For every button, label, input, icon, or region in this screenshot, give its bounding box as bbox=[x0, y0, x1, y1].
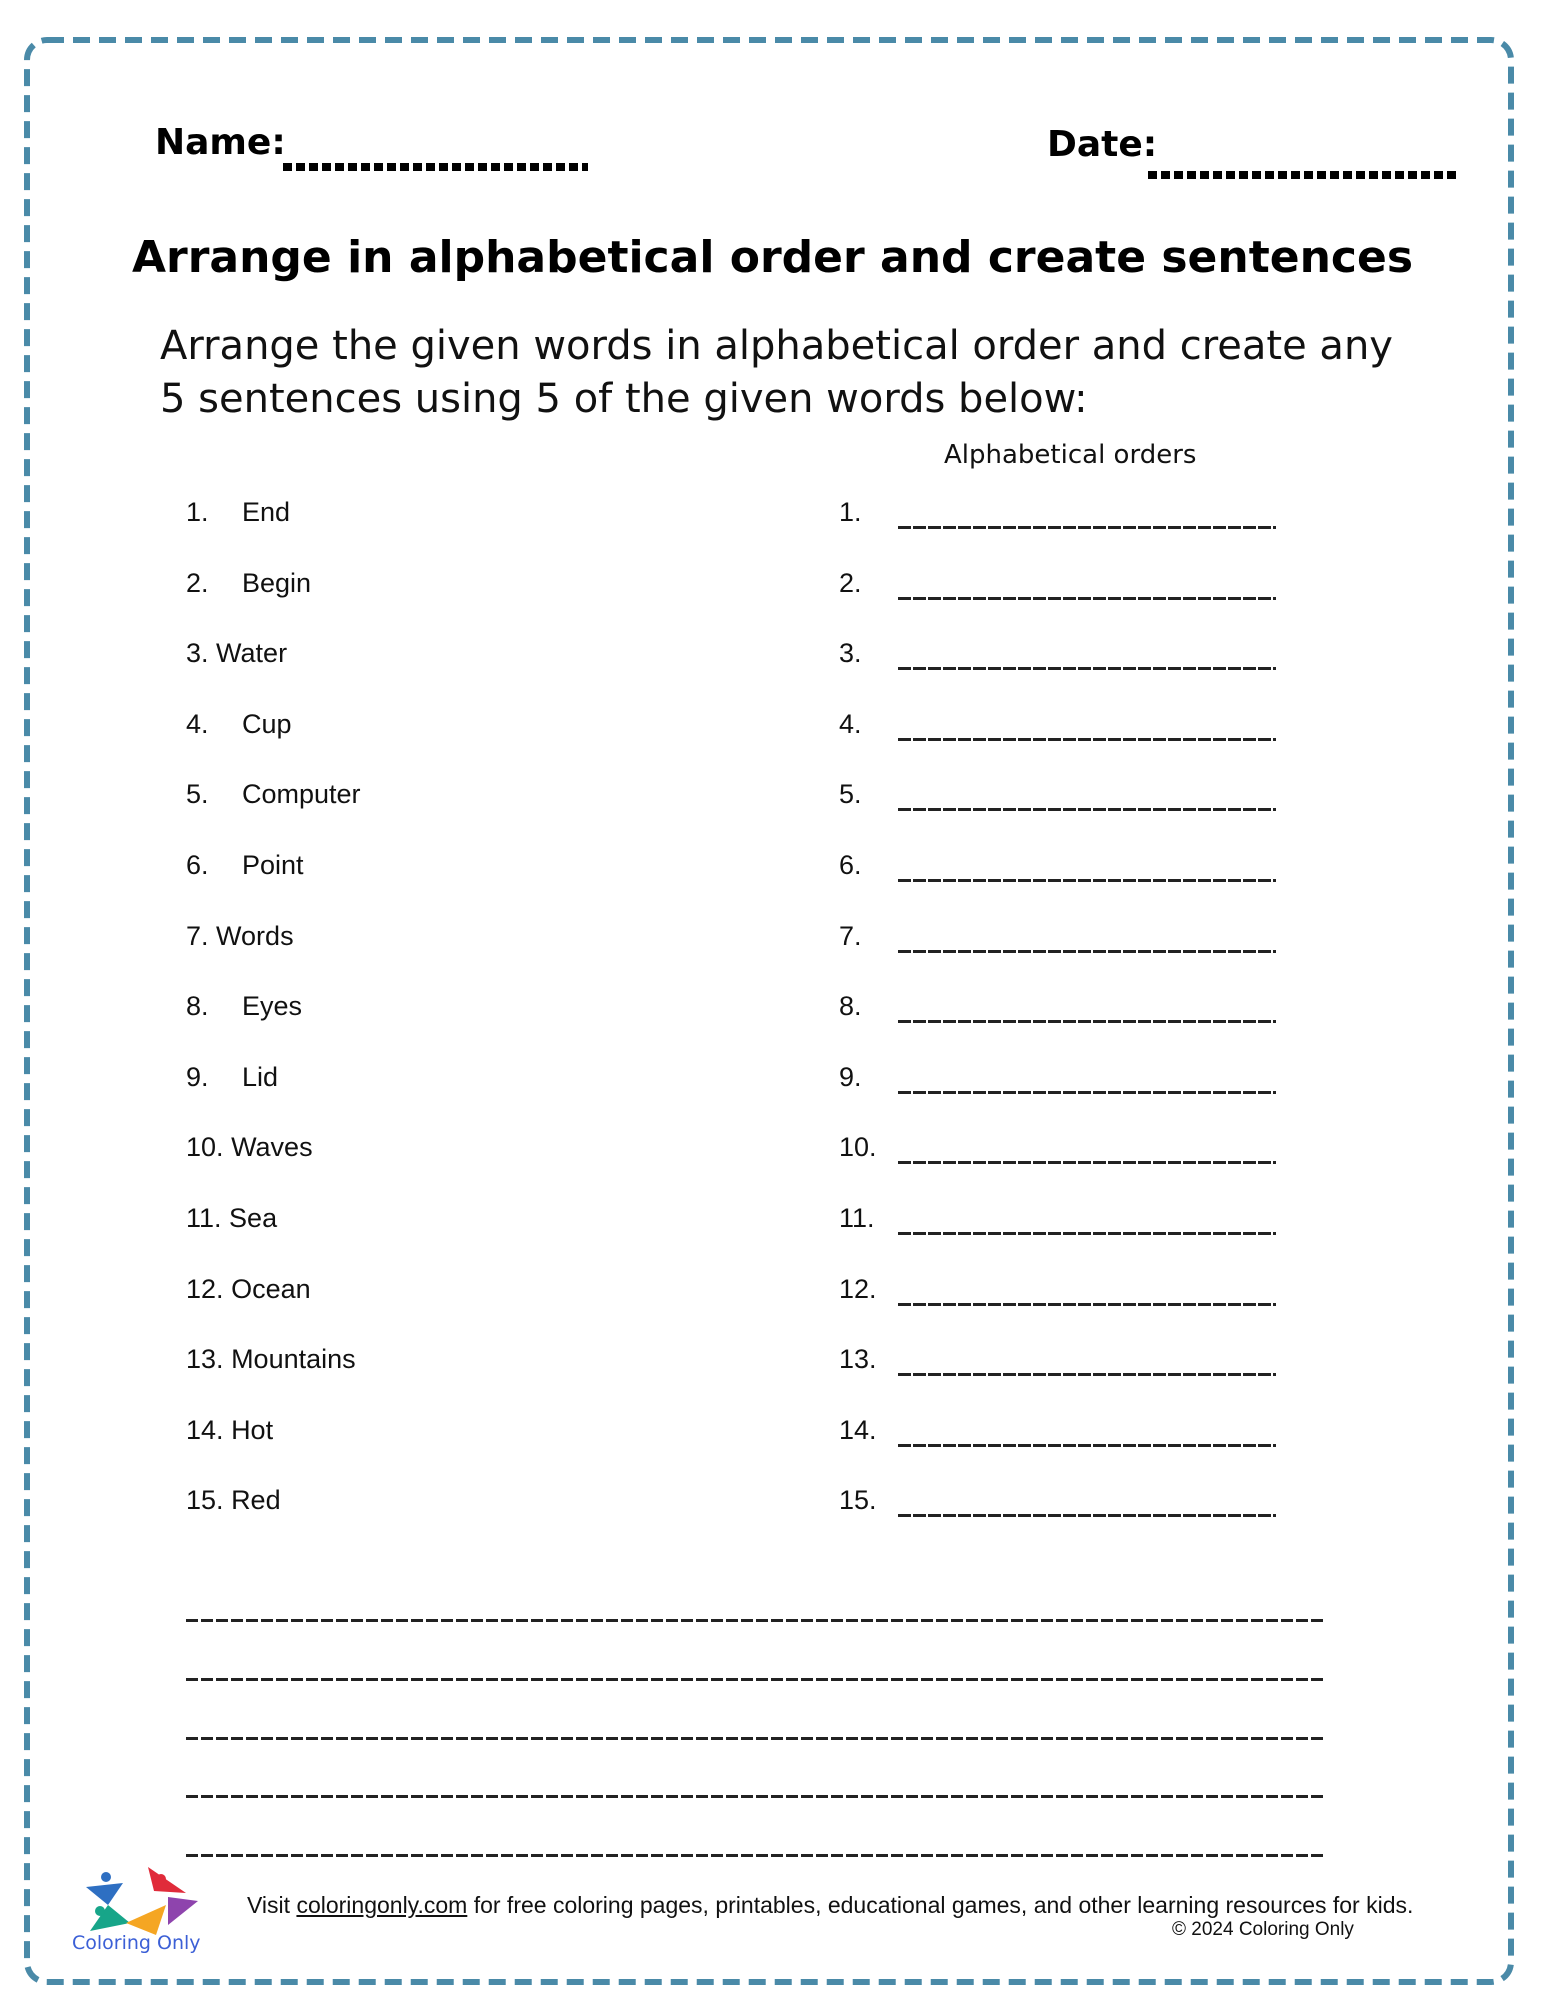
answer-number: 7. bbox=[839, 921, 862, 951]
word-number: 1. bbox=[186, 497, 209, 527]
answer-blank-line[interactable] bbox=[898, 808, 1276, 811]
answer-number: 5. bbox=[839, 779, 862, 809]
word-text: Words bbox=[216, 921, 294, 951]
coloringonly-link[interactable]: coloringonly.com bbox=[296, 1892, 468, 1918]
word-list-item bbox=[186, 568, 311, 599]
word-number: 5. bbox=[186, 779, 209, 809]
answer-number: 6. bbox=[839, 850, 862, 880]
word-number: 12. bbox=[186, 1274, 224, 1304]
copyright-text: © 2024 Coloring Only bbox=[1172, 1919, 1354, 1940]
answer-blank-line[interactable] bbox=[898, 1020, 1276, 1023]
sentence-blank-line[interactable] bbox=[186, 1795, 1326, 1798]
sentence-blank-line[interactable] bbox=[186, 1737, 1326, 1740]
word-text: Cup bbox=[242, 709, 292, 739]
answer-blank-line[interactable] bbox=[898, 1161, 1276, 1164]
word-list-item bbox=[186, 1344, 356, 1375]
page-title: Arrange in alphabetical order and create sentences bbox=[131, 232, 1414, 283]
answer-number: 15. bbox=[839, 1485, 877, 1515]
word-number: 6. bbox=[186, 850, 209, 880]
word-list-item bbox=[186, 779, 361, 810]
word-list-item bbox=[186, 991, 302, 1022]
word-number: 14. bbox=[186, 1415, 224, 1445]
word-number: 3. bbox=[186, 638, 209, 668]
word-list-item bbox=[186, 709, 292, 740]
answer-blank-line[interactable] bbox=[898, 1303, 1276, 1306]
word-text: Water bbox=[216, 638, 288, 668]
name-label: Name: bbox=[155, 122, 286, 163]
answer-blank-line[interactable] bbox=[898, 1232, 1276, 1235]
answer-number: 10. bbox=[839, 1132, 877, 1162]
word-list-item bbox=[186, 1203, 277, 1234]
word-number: 8. bbox=[186, 991, 209, 1021]
word-list-item bbox=[186, 1415, 273, 1446]
word-text: Lid bbox=[242, 1062, 279, 1092]
answer-number: 13. bbox=[839, 1344, 877, 1374]
footer-visit-suffix: for free coloring pages, printables, educational games, and other learning resources for kids. bbox=[467, 1892, 1414, 1918]
word-list-item bbox=[186, 921, 294, 952]
word-list-item bbox=[186, 1485, 281, 1516]
word-number: 10. bbox=[186, 1132, 224, 1162]
answer-blank-line[interactable] bbox=[898, 1514, 1276, 1517]
answer-number: 4. bbox=[839, 709, 862, 739]
word-text: Computer bbox=[242, 779, 361, 809]
word-number: 9. bbox=[186, 1062, 209, 1092]
answer-blank-line[interactable] bbox=[898, 738, 1276, 741]
word-number: 4. bbox=[186, 709, 209, 739]
word-list-item bbox=[186, 497, 290, 528]
logo-people-icon bbox=[68, 1865, 218, 1935]
answer-number: 11. bbox=[839, 1203, 875, 1233]
answer-blank-line[interactable] bbox=[898, 526, 1276, 529]
word-number: 7. bbox=[186, 921, 209, 951]
answer-blank-line[interactable] bbox=[898, 879, 1276, 882]
word-number: 15. bbox=[186, 1485, 224, 1515]
answer-blank-line[interactable] bbox=[898, 597, 1276, 600]
instructions-text: Arrange the given words in alphabetical order and create any 5 sentences using 5 of the given words below: bbox=[160, 323, 1393, 422]
answer-number: 3. bbox=[839, 638, 862, 668]
word-text: Red bbox=[231, 1485, 281, 1515]
answer-column-heading: Alphabetical orders bbox=[944, 440, 1197, 470]
answer-number: 8. bbox=[839, 991, 862, 1021]
word-text: Sea bbox=[229, 1203, 278, 1233]
word-text: End bbox=[242, 497, 291, 527]
answer-blank-line[interactable] bbox=[898, 667, 1276, 670]
answer-blank-line[interactable] bbox=[898, 1444, 1276, 1447]
date-label: Date: bbox=[1047, 124, 1158, 165]
answer-blank-line[interactable] bbox=[898, 1091, 1276, 1094]
answer-blank-line[interactable] bbox=[898, 950, 1276, 953]
logo-text: Coloring Only bbox=[72, 1932, 201, 1954]
answer-number: 9. bbox=[839, 1062, 862, 1092]
answer-number: 2. bbox=[839, 568, 862, 598]
word-text: Waves bbox=[231, 1132, 313, 1162]
date-field-dotted-line[interactable] bbox=[1148, 171, 1459, 179]
answer-number: 12. bbox=[839, 1274, 877, 1304]
word-number: 11. bbox=[186, 1203, 222, 1233]
word-text: Begin bbox=[242, 568, 312, 598]
word-list-item bbox=[186, 1062, 278, 1093]
word-text: Ocean bbox=[231, 1274, 311, 1304]
name-field-dotted-line[interactable] bbox=[283, 163, 588, 171]
word-list-item bbox=[186, 638, 287, 669]
answer-number: 1. bbox=[839, 497, 862, 527]
word-number: 2. bbox=[186, 568, 209, 598]
answer-blank-line[interactable] bbox=[898, 1373, 1276, 1376]
sentence-blank-line[interactable] bbox=[186, 1854, 1326, 1857]
word-number: 13. bbox=[186, 1344, 224, 1374]
word-list-item bbox=[186, 850, 304, 881]
sentence-blank-line[interactable] bbox=[186, 1619, 1326, 1622]
word-text: Point bbox=[242, 850, 304, 880]
word-list-item bbox=[186, 1274, 311, 1305]
footer-visit-prefix: Visit bbox=[247, 1892, 297, 1918]
footer-text bbox=[247, 1889, 1427, 1921]
answer-number: 14. bbox=[839, 1415, 877, 1445]
word-list-item bbox=[186, 1132, 313, 1163]
word-text: Mountains bbox=[231, 1344, 356, 1374]
sentence-blank-line[interactable] bbox=[186, 1678, 1326, 1681]
word-text: Hot bbox=[231, 1415, 274, 1445]
word-text: Eyes bbox=[242, 991, 303, 1021]
